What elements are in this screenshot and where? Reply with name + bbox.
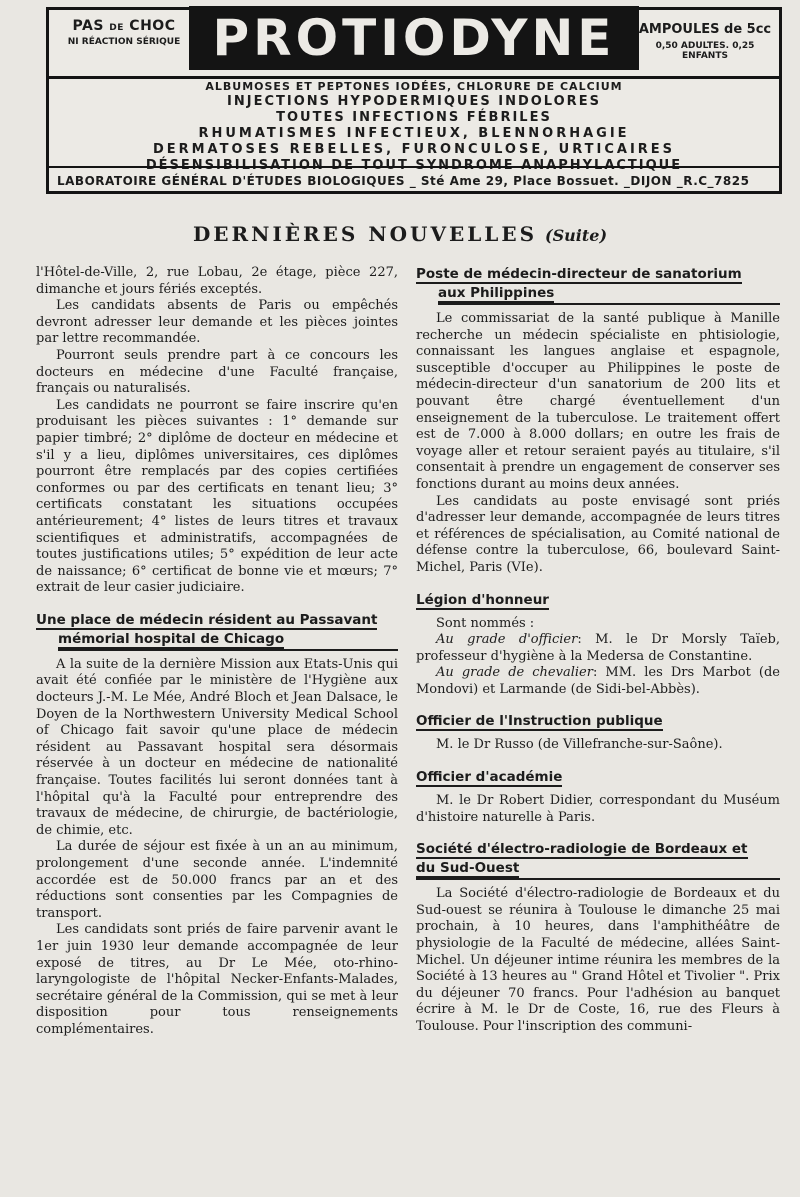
paragraph-text: : M. le Dr Morsly Taïeb, professeur d'hygiène à la Medersa de Constantine. [416,632,780,664]
heading-legion [416,591,780,610]
ad-left-bottom: NI RÉACTION SÉRIQUE [67,37,181,47]
heading-bordeaux [416,840,780,880]
paragraph: A la suite de la dernière Mission aux Etats-Unis qui avait été confiée par le ministère de l'Hygiène aux docteurs J.-M. Le Mée, André Bloch et Jean Dalsace, le Doyen de la Northwestern University Medical School of Chicago fait savoir qu'une place de médecin résident au Passavant hospital sera désormais réservée à un docteur en médecine de nationalité française. Toutes facilités lui seront données tant à l'hôpital qu'à la Faculté pour entreprendre des travaux de médecine, de chirurgie, de bactériologie, de chimie, etc. [36,656,398,838]
ad-right-box [637,22,773,61]
paragraph: Sont nommés : [436,615,535,631]
heading-line: mémorial hospital de Chicago [58,630,285,647]
paragraph: Pourront seuls prendre part à ce concours les docteurs en médecine d'une Faculté française, français ou naturalisés. [36,347,398,397]
paragraph: Les candidats ne pourront se faire inscrire qu'en produisant les pièces suivantes : 1° demande sur papier timbré; 2° diplôme de docteur en médecine et s'il y a lieu, diplômes universitaires, ces diplômes pourront être remplacés par des copies certifiées conformes ou par des certificats en tenant lieu; 3° certificats constatant les situations occupées antérieurement; 4° listes de leurs titres et travaux scientifiques et administratifs, accompagnées de toutes justifications utiles; 5° expédition de leur acte de naissance; 6° certificat de bonne vie et mœurs; 7° extrait de leur casier judiciaire. [36,397,398,596]
paragraph: La Société d'électro-radiologie de Bordeaux et du Sud-ouest se réunira à Toulouse le dimanche 25 mai prochain, à 10 heures, dans l'amphithéâtre de physiologie de la Faculté de médecine, allées Saint-Michel. Un déjeuner intime réunira les membres de la Société à 13 heures au " Grand Hôtel et Tivolier ". Prix du déjeuner 70 francs. Pour l'adhésion au banquet écrire à M. le Dr de Coste, 16, rue des Fleurs à Toulouse. Pour l'inscription des communi- [416,886,780,1034]
heading-line: Officier d'académie [416,769,563,786]
heading-line: Société d'électro-radiologie de Bordeaux et [416,841,748,858]
italic-label: Au grade de chevalier [436,665,593,681]
ad-left-de: DE [109,23,124,33]
right-column [416,265,780,1036]
section-title [0,222,800,246]
protiodyne-advertisement [46,7,782,194]
ad-line: ALBUMOSES ET PEPTONES IODÉES, CHLORURE DE CALCIUM [205,80,623,93]
paragraph: M. le Dr Robert Didier, correspondant du Muséum d'histoire naturelle à Paris. [416,793,780,825]
paragraph: l'Hôtel-de-Ville, 2, rue Lobau, 2e étage, pièce 227, dimanche et jours fériés exceptés. [36,265,398,297]
paragraph: Les candidats au poste envisagé sont priés d'adresser leur demande, accompagnée de leurs titres et références de spécialisation, au Comité national de défense contre la tuberculose, 66, boulevard Saint-Michel, Paris (VIe). [416,493,780,575]
ad-line: DERMATOSES REBELLES, FURONCULOSE, URTICAIRES [152,142,676,157]
ad-line: DÉSENSIBILISATION DE TOUT SYNDROME ANAPHYLACTIQUE [145,158,683,173]
heading-philippines [416,265,780,305]
heading-line: Officier de l'Instruction publique [416,713,663,730]
paragraph [416,632,780,665]
paragraph: Les candidats sont priés de faire parvenir avant le 1er juin 1930 leur demande accompagnée de leur exposé de titres, au Dr Le Mée, oto-rhino-laryngologiste de l'hôpital Necker-Enfants-Malades, secrétaire général de la Commission, qui se met à leur disposition pour tous renseignements complémentaires. [36,922,398,1037]
paragraph [416,665,780,698]
left-column [36,265,398,1039]
ad-left-pas: PAS [72,18,104,34]
paragraph: La durée de séjour est fixée à un an au minimum, prolongement d'une seconde année. L'indemnité accordée est de 50.000 francs par an et des réductions sont consenties par les Compagnies de transport. [36,839,398,921]
heading-line: Une place de médecin résident au Passavant [36,611,378,628]
ad-left-choc: CHOC [129,18,176,34]
ad-left-box [59,18,189,47]
section-title-suite: (Suite) [545,226,608,245]
ad-line: INJECTIONS HYPODERMIQUES INDOLORES [227,94,601,109]
italic-label: Au grade d'officier [436,632,578,648]
paragraph: Les candidats absents de Paris ou empêchés devront adresser leur demande et les pièces jointes par lettre recommandée. [36,298,398,347]
paragraph-text: : MM. les Drs Marbot (de Mondovi) et Larmande (de Sidi-bel-Abbès). [416,665,780,697]
heading-line: du Sud-Ouest [416,860,520,877]
ad-divider [49,76,779,79]
ad-left-top [59,18,189,34]
section-title-text: DERNIÈRES NOUVELLES [192,222,538,246]
heading-line: Poste de médecin-directeur de sanatorium [416,266,742,282]
heading-chicago [36,611,398,651]
heading-instruction [416,712,780,731]
ad-line: RHUMATISMES INFECTIEUX, BLENNORHAGIE [198,126,630,141]
heading-line: Légion d'honneur [416,591,549,608]
ad-indications [49,80,779,174]
heading-academie [416,768,780,787]
ad-right-top: AMPOULES de 5cc [638,22,772,37]
ad-brand-logo: PROTIODYNE [189,6,639,70]
ad-right-bottom: 0,50 ADULTES. 0,25 ENFANTS [655,41,755,61]
ad-line: TOUTES INFECTIONS FÉBRILES [276,110,552,125]
paragraph: M. le Dr Russo (de Villefranche-sur-Saône). [436,737,723,753]
paragraph: Le commissariat de la santé publique à Manille recherche un médecin spécialiste en phtisiologie, connaissant les langues anglaise et espagnole, susceptible d'occuper au Philippines le poste de médecin-directeur d'un sanatorium de 200 lits et pouvant être chargé éventuellement d'un enseignement de la tuberculose. Le traitement offert est de 7.000 à 8.000 dollars; en outre les frais de voyage aller et retour seraient payés au titulaire, s'il consentait à prendre un engagement de conserver ses fonctions durant au moins deux années. [416,311,780,492]
heading-line: aux Philippines [438,285,555,301]
ad-footer: LABORATOIRE GÉNÉRAL D'ÉTUDES BIOLOGIQUES _ Sté Ame 29, Place Bossuet. _DIJON _R.C_7825 [49,166,779,188]
